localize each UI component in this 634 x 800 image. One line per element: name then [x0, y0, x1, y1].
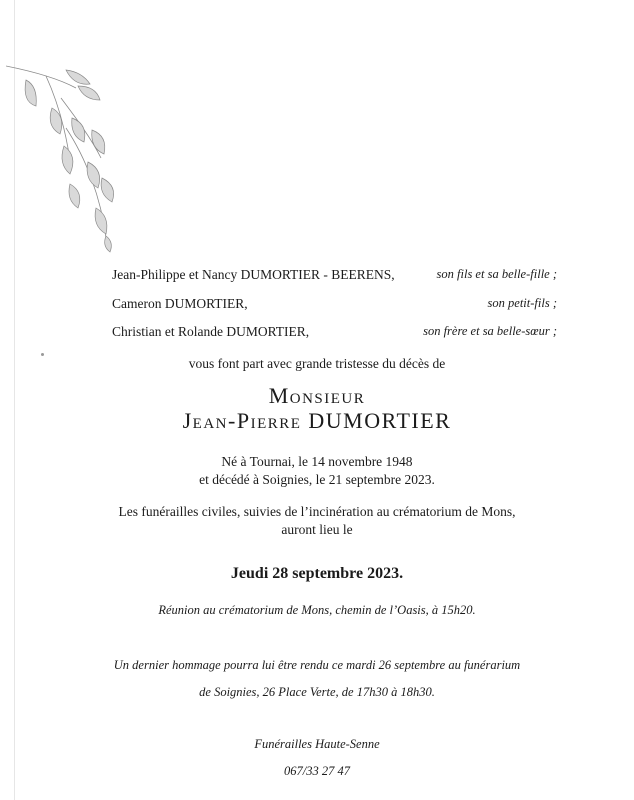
family-name: Christian et Rolande DUMORTIER,: [112, 324, 310, 339]
announcement-intro: vous font part avec grande tristesse du décès de: [188, 356, 446, 371]
hommage-line-1: Un dernier hommage pourra lui être rendu ce mardi 26 septembre au funérarium: [113, 658, 521, 672]
hommage-line-2: de Soignies, 26 Place Verte, de 17h30 à 18h30.: [199, 685, 435, 699]
funeral-home-name: Funérailles Haute-Senne: [254, 737, 380, 751]
birth-line: Né à Tournai, le 14 novembre 1948: [221, 454, 413, 469]
funeral-line-2: auront lieu le: [281, 522, 353, 537]
death-line: et décédé à Soignies, le 21 septembre 2023.: [199, 472, 435, 487]
funeral-home-phone: 067/33 27 47: [284, 764, 350, 778]
birch-branch-icon: [6, 58, 146, 258]
family-name: Cameron DUMORTIER,: [112, 296, 248, 311]
birth-death-block: [0, 453, 634, 489]
reunion-text: Réunion au crématorium de Mons, chemin de l’Oasis, à 15h20.: [158, 603, 476, 617]
deceased-name: Jean-Pierre DUMORTIER: [182, 408, 452, 433]
family-relation: son fils et sa belle-fille ;: [436, 267, 557, 281]
deceased-title: Monsieur: [268, 383, 366, 408]
funeral-date: Jeudi 28 septembre 2023.: [230, 565, 404, 582]
hommage-block: [0, 652, 634, 706]
family-name: Jean-Philippe et Nancy DUMORTIER - BEERENS,: [112, 267, 395, 282]
family-relation: son petit-fils ;: [487, 296, 557, 310]
funeral-line-1: Les funérailles civiles, suivies de l’incinération au crématorium de Mons,: [118, 504, 516, 519]
funeral-block: [0, 503, 634, 539]
family-relation: son frère et sa belle-sœur ;: [423, 324, 557, 338]
